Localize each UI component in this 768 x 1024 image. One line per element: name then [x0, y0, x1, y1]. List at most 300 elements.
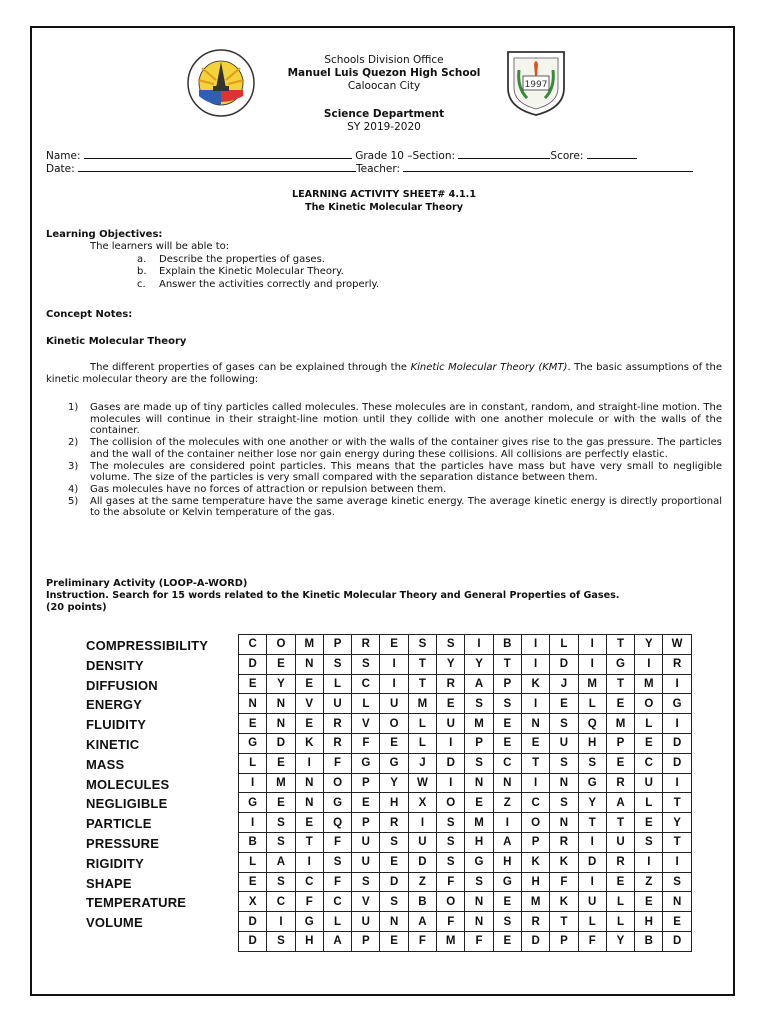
grid-cell[interactable]: E [465, 793, 493, 813]
grid-cell[interactable]: X [408, 793, 436, 813]
grid-cell[interactable]: D [239, 931, 267, 951]
grid-cell[interactable]: E [550, 694, 578, 714]
grid-cell[interactable]: A [606, 793, 634, 813]
school-year: SY 2019-2020 [347, 121, 421, 133]
grid-cell[interactable]: R [606, 852, 634, 872]
grid-cell[interactable]: O [437, 892, 465, 912]
grid-cell[interactable]: U [352, 832, 380, 852]
grid-cell[interactable]: K [521, 852, 549, 872]
grid-cell[interactable]: S [267, 931, 295, 951]
kmt-subheading: Kinetic Molecular Theory [46, 336, 187, 347]
grid-cell[interactable]: F [323, 753, 351, 773]
grid-cell[interactable]: Q [578, 714, 606, 734]
grid-cell[interactable]: I [663, 852, 691, 872]
grid-cell[interactable]: R [521, 912, 549, 932]
grid-cell[interactable]: L [578, 694, 606, 714]
grid-cell[interactable]: N [380, 912, 408, 932]
grid-cell[interactable]: D [380, 872, 408, 892]
grid-cell[interactable]: I [578, 635, 606, 655]
grid-cell[interactable]: S [380, 892, 408, 912]
grid-cell[interactable]: M [465, 714, 493, 734]
grid-cell[interactable]: K [550, 852, 578, 872]
grid-cell[interactable]: Y [437, 654, 465, 674]
grid-cell[interactable]: Y [578, 793, 606, 813]
grid-cell[interactable]: F [323, 872, 351, 892]
grid-cell[interactable]: I [295, 852, 323, 872]
grid-cell[interactable]: G [295, 912, 323, 932]
grid-cell[interactable]: S [437, 852, 465, 872]
grid-cell[interactable]: L [239, 753, 267, 773]
grid-cell[interactable]: I [663, 674, 691, 694]
grid-cell[interactable]: C [239, 635, 267, 655]
grid-cell[interactable]: G [352, 753, 380, 773]
grid-row [239, 892, 692, 912]
grid-cell[interactable]: I [663, 773, 691, 793]
grid-cell[interactable]: U [323, 694, 351, 714]
grid-cell[interactable]: U [606, 832, 634, 852]
grid-cell[interactable]: N [465, 892, 493, 912]
grid-cell[interactable]: R [323, 714, 351, 734]
grid-cell[interactable]: K [550, 892, 578, 912]
grid-cell[interactable]: L [323, 912, 351, 932]
grid-cell[interactable]: I [239, 773, 267, 793]
grid-cell[interactable]: D [267, 733, 295, 753]
grid-cell[interactable]: Y [635, 635, 663, 655]
objectives-heading: Learning Objectives: [46, 229, 163, 240]
word-list-item: RIGIDITY [86, 855, 144, 871]
grid-cell[interactable]: G [239, 733, 267, 753]
grid-row [239, 912, 692, 932]
grid-cell[interactable]: V [352, 892, 380, 912]
grid-cell[interactable]: N [267, 694, 295, 714]
grid-cell[interactable]: I [493, 813, 521, 833]
grid-cell[interactable]: R [323, 733, 351, 753]
grid-cell[interactable]: P [606, 733, 634, 753]
grid-cell[interactable]: Z [493, 793, 521, 813]
grid-cell[interactable]: C [521, 793, 549, 813]
grid-cell[interactable]: K [521, 674, 549, 694]
grid-cell[interactable]: I [578, 832, 606, 852]
grid-cell[interactable]: G [606, 654, 634, 674]
grid-cell[interactable]: T [578, 813, 606, 833]
grid-cell[interactable]: G [323, 793, 351, 813]
grid-cell[interactable]: S [550, 714, 578, 734]
grid-cell[interactable]: U [352, 912, 380, 932]
grid-row [239, 654, 692, 674]
grid-cell[interactable]: L [550, 635, 578, 655]
grid-cell[interactable]: O [635, 694, 663, 714]
grid-cell[interactable]: E [239, 872, 267, 892]
grid-row [239, 872, 692, 892]
grid-cell[interactable]: F [465, 931, 493, 951]
grid-cell[interactable]: I [521, 635, 549, 655]
grid-cell[interactable]: I [578, 654, 606, 674]
grid-cell[interactable]: S [465, 753, 493, 773]
grid-cell[interactable]: L [408, 714, 436, 734]
word-list-item: KINETIC [86, 736, 140, 752]
grid-cell[interactable]: T [408, 654, 436, 674]
grid-cell[interactable]: T [493, 654, 521, 674]
grid-cell[interactable]: J [550, 674, 578, 694]
grid-cell[interactable]: L [323, 674, 351, 694]
grid-cell[interactable]: E [295, 674, 323, 694]
grid-cell[interactable]: T [521, 753, 549, 773]
grid-cell[interactable]: S [437, 832, 465, 852]
grid-cell[interactable]: T [606, 635, 634, 655]
grid-cell[interactable]: N [465, 773, 493, 793]
grid-cell[interactable]: V [352, 714, 380, 734]
grid-cell[interactable]: H [295, 931, 323, 951]
grid-cell[interactable]: N [663, 892, 691, 912]
grid-cell[interactable]: M [408, 694, 436, 714]
grid-cell[interactable]: D [663, 733, 691, 753]
date-label: Date: [46, 163, 75, 175]
grid-cell[interactable]: U [380, 694, 408, 714]
grid-cell[interactable]: S [550, 753, 578, 773]
grid-cell[interactable]: U [550, 733, 578, 753]
grid-cell[interactable]: P [521, 832, 549, 852]
svg-text:1997: 1997 [524, 80, 548, 90]
grid-cell[interactable]: E [380, 733, 408, 753]
grid-cell[interactable]: E [239, 674, 267, 694]
grid-cell[interactable]: G [465, 852, 493, 872]
grid-cell[interactable]: L [352, 694, 380, 714]
grid-cell[interactable]: R [550, 832, 578, 852]
grid-cell[interactable]: M [578, 674, 606, 694]
grid-cell[interactable]: U [408, 832, 436, 852]
concept-notes-heading: Concept Notes: [46, 309, 133, 320]
grid-cell[interactable]: U [437, 714, 465, 734]
grid-cell[interactable]: S [323, 852, 351, 872]
grid-cell[interactable]: F [578, 931, 606, 951]
word-list-item: MASS [86, 756, 125, 772]
grid-cell[interactable]: O [437, 793, 465, 813]
grid-cell[interactable]: R [606, 773, 634, 793]
grid-cell[interactable]: G [493, 872, 521, 892]
grid-cell[interactable]: N [267, 714, 295, 734]
grid-row [239, 714, 692, 734]
grid-cell[interactable]: F [408, 931, 436, 951]
grid-cell[interactable]: I [437, 773, 465, 793]
grid-cell[interactable]: E [493, 733, 521, 753]
grid-cell[interactable]: L [408, 733, 436, 753]
grid-cell[interactable]: I [465, 635, 493, 655]
grid-cell[interactable]: N [550, 813, 578, 833]
grid-cell[interactable]: I [239, 813, 267, 833]
grid-cell[interactable]: C [352, 674, 380, 694]
grid-cell[interactable]: E [606, 872, 634, 892]
grid-cell[interactable]: S [550, 793, 578, 813]
grid-cell[interactable]: E [295, 813, 323, 833]
grid-cell[interactable]: J [408, 753, 436, 773]
grid-cell[interactable]: A [493, 832, 521, 852]
teacher-input[interactable] [403, 161, 693, 172]
word-list-item: ENERGY [86, 697, 143, 713]
grid-cell[interactable]: D [550, 654, 578, 674]
grid-cell[interactable]: M [635, 674, 663, 694]
grid-cell[interactable]: S [267, 813, 295, 833]
grid-cell[interactable]: Z [635, 872, 663, 892]
grid-cell[interactable]: S [493, 912, 521, 932]
activity-instruction: Instruction. Search for 15 words related to the Kinetic Molecular Theory and General Properties of Gases. [46, 590, 620, 601]
grid-cell[interactable]: Y [380, 773, 408, 793]
grid-cell[interactable]: T [408, 674, 436, 694]
date-input[interactable] [78, 161, 356, 172]
grid-cell[interactable]: R [437, 674, 465, 694]
grid-row [239, 793, 692, 813]
grid-cell[interactable]: L [606, 912, 634, 932]
grid-cell[interactable]: N [493, 773, 521, 793]
grid-cell[interactable]: Y [465, 654, 493, 674]
grid-row [239, 852, 692, 872]
score-input[interactable] [587, 148, 637, 159]
grid-cell[interactable]: E [606, 753, 634, 773]
grid-cell[interactable]: E [239, 714, 267, 734]
office-name: Schools Division Office [324, 54, 444, 66]
grid-cell[interactable]: I [380, 654, 408, 674]
name-input[interactable] [84, 148, 352, 159]
grid-cell[interactable]: C [267, 892, 295, 912]
grid-cell[interactable]: R [663, 654, 691, 674]
grid-row [239, 694, 692, 714]
grid-cell[interactable]: G [663, 694, 691, 714]
grid-cell[interactable]: I [663, 714, 691, 734]
grid-cell[interactable]: P [323, 635, 351, 655]
grid-cell[interactable]: E [493, 931, 521, 951]
word-list-item: MOLECULES [86, 776, 170, 792]
grid-cell[interactable]: G [239, 793, 267, 813]
grid-cell[interactable]: D [663, 753, 691, 773]
grid-cell[interactable]: U [635, 773, 663, 793]
grid-cell[interactable]: R [380, 813, 408, 833]
grid-cell[interactable]: T [663, 832, 691, 852]
grid-cell[interactable]: Y [606, 931, 634, 951]
grid-cell[interactable]: T [606, 674, 634, 694]
grid-cell[interactable]: E [380, 635, 408, 655]
grid-cell[interactable]: P [493, 674, 521, 694]
word-list [86, 636, 208, 933]
assumption-item: 5) All gases at the same temperature have the same average kinetic energy. The average kinetic energy is directly proportional to the absolute or Kelvin temperature of the gas. [68, 495, 722, 519]
grid-cell[interactable]: F [295, 892, 323, 912]
grid-cell[interactable]: N [295, 654, 323, 674]
grid-cell[interactable]: A [465, 674, 493, 694]
grid-cell[interactable]: U [578, 892, 606, 912]
grid-cell[interactable]: I [408, 813, 436, 833]
grid-cell[interactable]: H [578, 733, 606, 753]
grid-cell[interactable]: I [635, 852, 663, 872]
grid-cell[interactable]: S [493, 694, 521, 714]
grid-cell[interactable]: V [295, 694, 323, 714]
sheet-title: LEARNING ACTIVITY SHEET# 4.1.1 [291, 189, 476, 200]
grid-cell[interactable]: O [380, 714, 408, 734]
grid-cell[interactable]: S [437, 813, 465, 833]
kmt-assumptions-list [46, 402, 722, 519]
grid-cell[interactable]: L [239, 852, 267, 872]
grid-cell[interactable]: M [465, 813, 493, 833]
word-search-grid [238, 634, 692, 952]
grid-cell[interactable]: Z [408, 872, 436, 892]
grid-cell[interactable]: N [295, 773, 323, 793]
grid-row [239, 931, 692, 951]
grid-cell[interactable]: U [352, 852, 380, 872]
grid-cell[interactable]: F [323, 832, 351, 852]
grid-cell[interactable]: B [493, 635, 521, 655]
grid-cell[interactable]: F [352, 733, 380, 753]
grid-cell[interactable]: P [352, 813, 380, 833]
grid-cell[interactable]: M [437, 931, 465, 951]
grid-cell[interactable]: P [352, 773, 380, 793]
grid-cell[interactable]: S [352, 872, 380, 892]
grid-cell[interactable]: N [239, 694, 267, 714]
assumption-item: 1) Gases are made up of tiny particles called molecules. These molecules are in constant, random, and straight-line motion. The molecules will continue in their straight-line motion until they collide with one another molecule or with the walls of the container. [68, 402, 722, 437]
score-label: Score: [550, 150, 584, 162]
grid-row [239, 773, 692, 793]
grid-cell[interactable]: C [493, 753, 521, 773]
grid-cell[interactable]: L [578, 912, 606, 932]
word-list-item: NEGLIGIBLE [86, 796, 168, 812]
grid-cell[interactable]: S [380, 832, 408, 852]
grid-cell[interactable]: Q [323, 813, 351, 833]
grid-cell[interactable]: O [267, 635, 295, 655]
grid-cell[interactable]: I [521, 694, 549, 714]
grid-cell[interactable]: P [465, 733, 493, 753]
grid-cell[interactable]: E [295, 714, 323, 734]
grid-cell[interactable]: E [606, 694, 634, 714]
grid-cell[interactable]: I [521, 773, 549, 793]
grid-cell[interactable]: E [267, 654, 295, 674]
grid-cell[interactable]: C [295, 872, 323, 892]
grid-cell[interactable]: Y [663, 813, 691, 833]
grid-cell[interactable]: D [663, 931, 691, 951]
word-list-item: COMPRESSIBILITY [86, 638, 209, 653]
grid-cell[interactable]: E [635, 733, 663, 753]
grid-cell[interactable]: D [437, 753, 465, 773]
grid-cell[interactable]: I [267, 912, 295, 932]
grid-cell[interactable]: S [465, 872, 493, 892]
grid-cell[interactable]: E [493, 714, 521, 734]
grid-cell[interactable]: E [493, 892, 521, 912]
grid-cell[interactable]: M [295, 635, 323, 655]
grid-cell[interactable]: G [380, 753, 408, 773]
grid-cell[interactable]: O [323, 773, 351, 793]
grid-cell[interactable]: C [323, 892, 351, 912]
grid-cell[interactable]: L [635, 793, 663, 813]
grid-cell[interactable]: W [408, 773, 436, 793]
grid-cell[interactable]: T [606, 813, 634, 833]
grid-cell[interactable]: E [380, 931, 408, 951]
grid-cell[interactable]: C [635, 753, 663, 773]
grid-cell[interactable]: D [408, 852, 436, 872]
grid-cell[interactable]: H [465, 832, 493, 852]
grid-cell[interactable]: D [578, 852, 606, 872]
grid-cell[interactable]: E [635, 892, 663, 912]
grid-cell[interactable]: E [521, 733, 549, 753]
grid-cell[interactable]: W [663, 635, 691, 655]
grid-cell[interactable]: D [521, 931, 549, 951]
grid-cell[interactable]: A [323, 931, 351, 951]
grid-cell[interactable]: E [635, 813, 663, 833]
grid-cell[interactable]: I [521, 654, 549, 674]
grid-cell[interactable]: I [635, 654, 663, 674]
grid-cell[interactable]: N [550, 773, 578, 793]
grid-cell[interactable]: N [465, 912, 493, 932]
grid-cell[interactable]: E [352, 793, 380, 813]
grid-cell[interactable]: E [267, 793, 295, 813]
department-name: Science Department [323, 108, 445, 120]
grid-cell[interactable]: M [267, 773, 295, 793]
activity-points: (20 points) [46, 602, 107, 613]
section-input[interactable] [458, 148, 550, 159]
grid-cell[interactable]: D [239, 912, 267, 932]
grid-cell[interactable]: I [380, 674, 408, 694]
objective-item: b. Explain the Kinetic Molecular Theory. [137, 266, 344, 278]
grid-cell[interactable]: D [239, 654, 267, 674]
name-field-row [46, 148, 637, 162]
grid-cell[interactable]: F [437, 872, 465, 892]
grid-cell[interactable]: S [663, 872, 691, 892]
grid-cell[interactable]: R [352, 635, 380, 655]
grid-cell[interactable]: X [239, 892, 267, 912]
grid-row [239, 832, 692, 852]
grid-cell[interactable]: S [408, 635, 436, 655]
grid-cell[interactable]: M [606, 714, 634, 734]
grid-cell[interactable]: A [408, 912, 436, 932]
grid-cell[interactable]: H [380, 793, 408, 813]
grid-cell[interactable]: A [267, 852, 295, 872]
grid-cell[interactable]: S [578, 753, 606, 773]
kmt-intro-paragraph: The different properties of gases can be explained through the Kinetic Molecular Theory (KMT). The basic assumptions of the kinetic molecular theory are the following: [46, 362, 722, 385]
grid-cell[interactable]: S [267, 832, 295, 852]
grid-cell[interactable]: F [437, 912, 465, 932]
grid-cell[interactable]: I [437, 733, 465, 753]
grid-cell[interactable]: T [295, 832, 323, 852]
grid-cell[interactable]: F [550, 872, 578, 892]
grid-cell[interactable]: S [352, 654, 380, 674]
grid-cell[interactable]: S [437, 635, 465, 655]
grid-cell[interactable]: M [521, 892, 549, 912]
grid-cell[interactable]: E [267, 753, 295, 773]
grid-cell[interactable]: P [352, 931, 380, 951]
grid-cell[interactable]: S [267, 872, 295, 892]
grid-cell[interactable]: O [521, 813, 549, 833]
teacher-label: Teacher: [355, 163, 401, 175]
grid-cell[interactable]: N [521, 714, 549, 734]
grid-cell[interactable]: S [323, 654, 351, 674]
grid-cell[interactable]: H [635, 912, 663, 932]
grid-cell[interactable]: I [295, 753, 323, 773]
grid-cell[interactable]: T [550, 912, 578, 932]
grid-cell[interactable]: B [239, 832, 267, 852]
grid-cell[interactable]: K [295, 733, 323, 753]
grid-cell[interactable]: S [465, 694, 493, 714]
grid-cell[interactable]: L [606, 892, 634, 912]
grid-cell[interactable]: E [437, 694, 465, 714]
grid-cell[interactable]: B [635, 931, 663, 951]
grid-cell[interactable]: G [578, 773, 606, 793]
grid-cell[interactable]: E [663, 912, 691, 932]
grid-cell[interactable]: T [663, 793, 691, 813]
grid-cell[interactable]: N [295, 793, 323, 813]
grid-cell[interactable]: H [521, 872, 549, 892]
grid-cell[interactable]: S [635, 832, 663, 852]
grid-cell[interactable]: Y [267, 674, 295, 694]
grid-cell[interactable]: P [550, 931, 578, 951]
grid-cell[interactable]: H [493, 852, 521, 872]
grid-cell[interactable]: E [380, 852, 408, 872]
grid-cell[interactable]: I [578, 872, 606, 892]
grid-cell[interactable]: L [635, 714, 663, 734]
grid-cell[interactable]: B [408, 892, 436, 912]
